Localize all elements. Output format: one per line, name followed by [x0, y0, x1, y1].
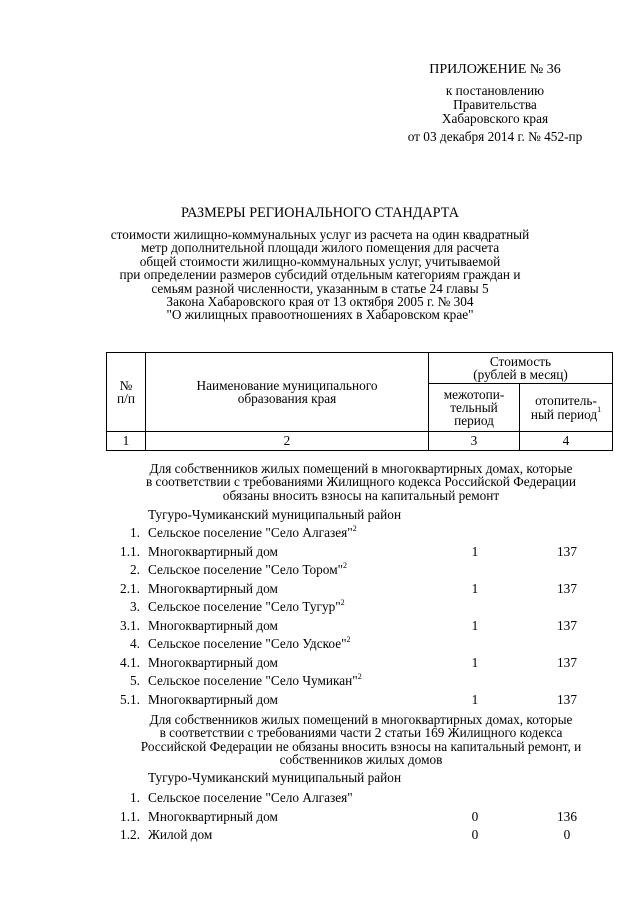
- subtitle-line: "О жилищных правоотношениях в Хабаровском крае": [166, 307, 474, 323]
- appendix-line-4: от 03 декабря 2014 г. № 452-пр: [407, 129, 583, 144]
- header-cell-period-1: межотопи- тельный период: [429, 384, 520, 432]
- row-number: 1.2.: [120, 827, 140, 842]
- value-heating-season: 137: [557, 691, 577, 707]
- value-off-season: 0: [471, 827, 479, 842]
- value-heating-season: 0: [563, 827, 571, 842]
- index-cell: 4: [520, 432, 613, 451]
- row-name: Многоквартирный дом: [148, 691, 278, 707]
- table-row: [0, 560, 640, 579]
- header-cell-name: Наименование муниципального образования края: [146, 353, 429, 432]
- header-cell-cost: Стоимость (рублей в месяц): [429, 353, 613, 384]
- document-subtitle: [100, 228, 540, 322]
- row-name: Сельское поселение "Село Чумикан"$^2$: [148, 671, 362, 688]
- table-row: [0, 810, 640, 826]
- footnote-mark: 2: [357, 671, 362, 681]
- index-cell: 3: [429, 432, 520, 451]
- value-off-season: 1: [471, 543, 479, 559]
- value-heating-season: 137: [557, 580, 577, 596]
- table-row: [0, 545, 640, 561]
- row-name: Многоквартирный дом: [148, 617, 278, 633]
- row-number: 4.1.: [120, 654, 140, 670]
- row-name: Сельское поселение "Село Удское"$^2$: [148, 634, 351, 651]
- value-off-season: 1: [471, 654, 479, 670]
- section-heading-1: Для собственников жилых помещений в многоквартирных домах, которые в соответствии с требованиями Жилищного кодекса Российской Федерации обязаны вносить взносы на капитальный ремонт: [145, 461, 577, 503]
- subtitle-line: метр дополнительной площади жилого помещения для расчета: [140, 240, 500, 256]
- row-number: 4.: [130, 636, 140, 651]
- footnote-mark: 1: [597, 405, 602, 415]
- appendix-number: ПРИЛОЖЕНИЕ № 36: [429, 62, 561, 77]
- row-number: 2.: [130, 562, 140, 577]
- row-number: 3.1.: [120, 617, 140, 633]
- footnote-mark: 2: [343, 560, 348, 570]
- value-off-season: 1: [471, 691, 479, 707]
- row-number: 1.: [130, 790, 140, 805]
- index-cell: 1: [107, 432, 146, 451]
- subtitle-line: Закона Хабаровского края от 13 октября 2005 г. № 304: [166, 294, 474, 310]
- table-row: [0, 597, 640, 616]
- appendix-line-3: Хабаровского края: [441, 111, 549, 126]
- table-row: [0, 582, 640, 598]
- table-row: [0, 656, 640, 672]
- value-off-season: 1: [471, 617, 479, 633]
- appendix-line-2: Правительства: [453, 97, 537, 112]
- row-number: 2.1.: [120, 580, 140, 596]
- index-cell: 2: [146, 432, 429, 451]
- row-number: 3.: [130, 599, 140, 614]
- table-header: [106, 352, 613, 451]
- district-label-1: Тугуро-Чумиканский муниципальный район: [148, 507, 402, 522]
- subtitle-line: стоимости жилищно-коммунальных услуг из расчета на один квадратный: [110, 227, 530, 242]
- row-name: Многоквартирный дом: [148, 580, 278, 596]
- value-heating-season: 137: [557, 654, 577, 670]
- row-number: 5.: [130, 673, 140, 688]
- footnote-mark: 2: [352, 523, 357, 533]
- value-off-season: 0: [471, 808, 479, 824]
- table-row: [0, 619, 640, 635]
- row-number: 5.1.: [120, 691, 140, 707]
- document-title: РАЗМЕРЫ РЕГИОНАЛЬНОГО СТАНДАРТА: [181, 205, 459, 221]
- table-row: [0, 693, 640, 709]
- table-row: [0, 828, 640, 844]
- row-name: Сельское поселение "Село Алгазея"$^2$: [148, 523, 357, 540]
- value-off-season: 1: [471, 580, 479, 596]
- subtitle-line: общей стоимости жилищно-коммунальных услуг, учитываемой: [139, 253, 501, 269]
- row-number: 1.: [130, 525, 140, 540]
- row-name: Многоквартирный дом: [148, 543, 278, 559]
- row-name: Многоквартирный дом: [148, 808, 278, 824]
- table-row: [0, 523, 640, 542]
- row-name: Сельское поселение "Село Тугур"$^2$: [148, 597, 345, 614]
- value-heating-season: 136: [557, 808, 577, 824]
- district-label-2: Тугуро-Чумиканский муниципальный район: [148, 770, 402, 785]
- row-number: 1.1.: [120, 543, 140, 559]
- row-name: Сельское поселение "Село Тором"$^2$: [148, 560, 348, 577]
- appendix-header: [390, 62, 600, 144]
- subtitle-line: семьям разной численности, указанным в статье 24 главы 5: [151, 280, 489, 296]
- table-row: [0, 634, 640, 653]
- header-cell-period-2: отопитель- ный период$^1$: [520, 384, 613, 432]
- value-heating-season: 137: [557, 617, 577, 633]
- footnote-mark: 2: [346, 634, 351, 644]
- row-name: Жилой дом: [148, 827, 213, 842]
- row-number: 1.1.: [120, 808, 140, 824]
- appendix-line-1: к постановлению: [445, 83, 545, 98]
- row-name: Сельское поселение "Село Алгазея": [148, 790, 353, 805]
- row-name: Многоквартирный дом: [148, 654, 278, 670]
- table-row: [0, 671, 640, 690]
- table-row: [0, 791, 640, 807]
- header-cell-number: № п/п: [107, 353, 146, 432]
- value-heating-season: 137: [557, 543, 577, 559]
- subtitle-line: при определении размеров субсидий отдельным категориям граждан и: [119, 267, 521, 283]
- footnote-mark: 2: [340, 597, 345, 607]
- section-heading-2: Для собственников жилых помещений в многоквартирных домах, которые в соответствии с требованиями части 2 статьи 169 Жилищного кодекса Российской Федерации не обязаны вносить взносы на капитальный ремонт, и собственников жилых домов: [140, 712, 582, 768]
